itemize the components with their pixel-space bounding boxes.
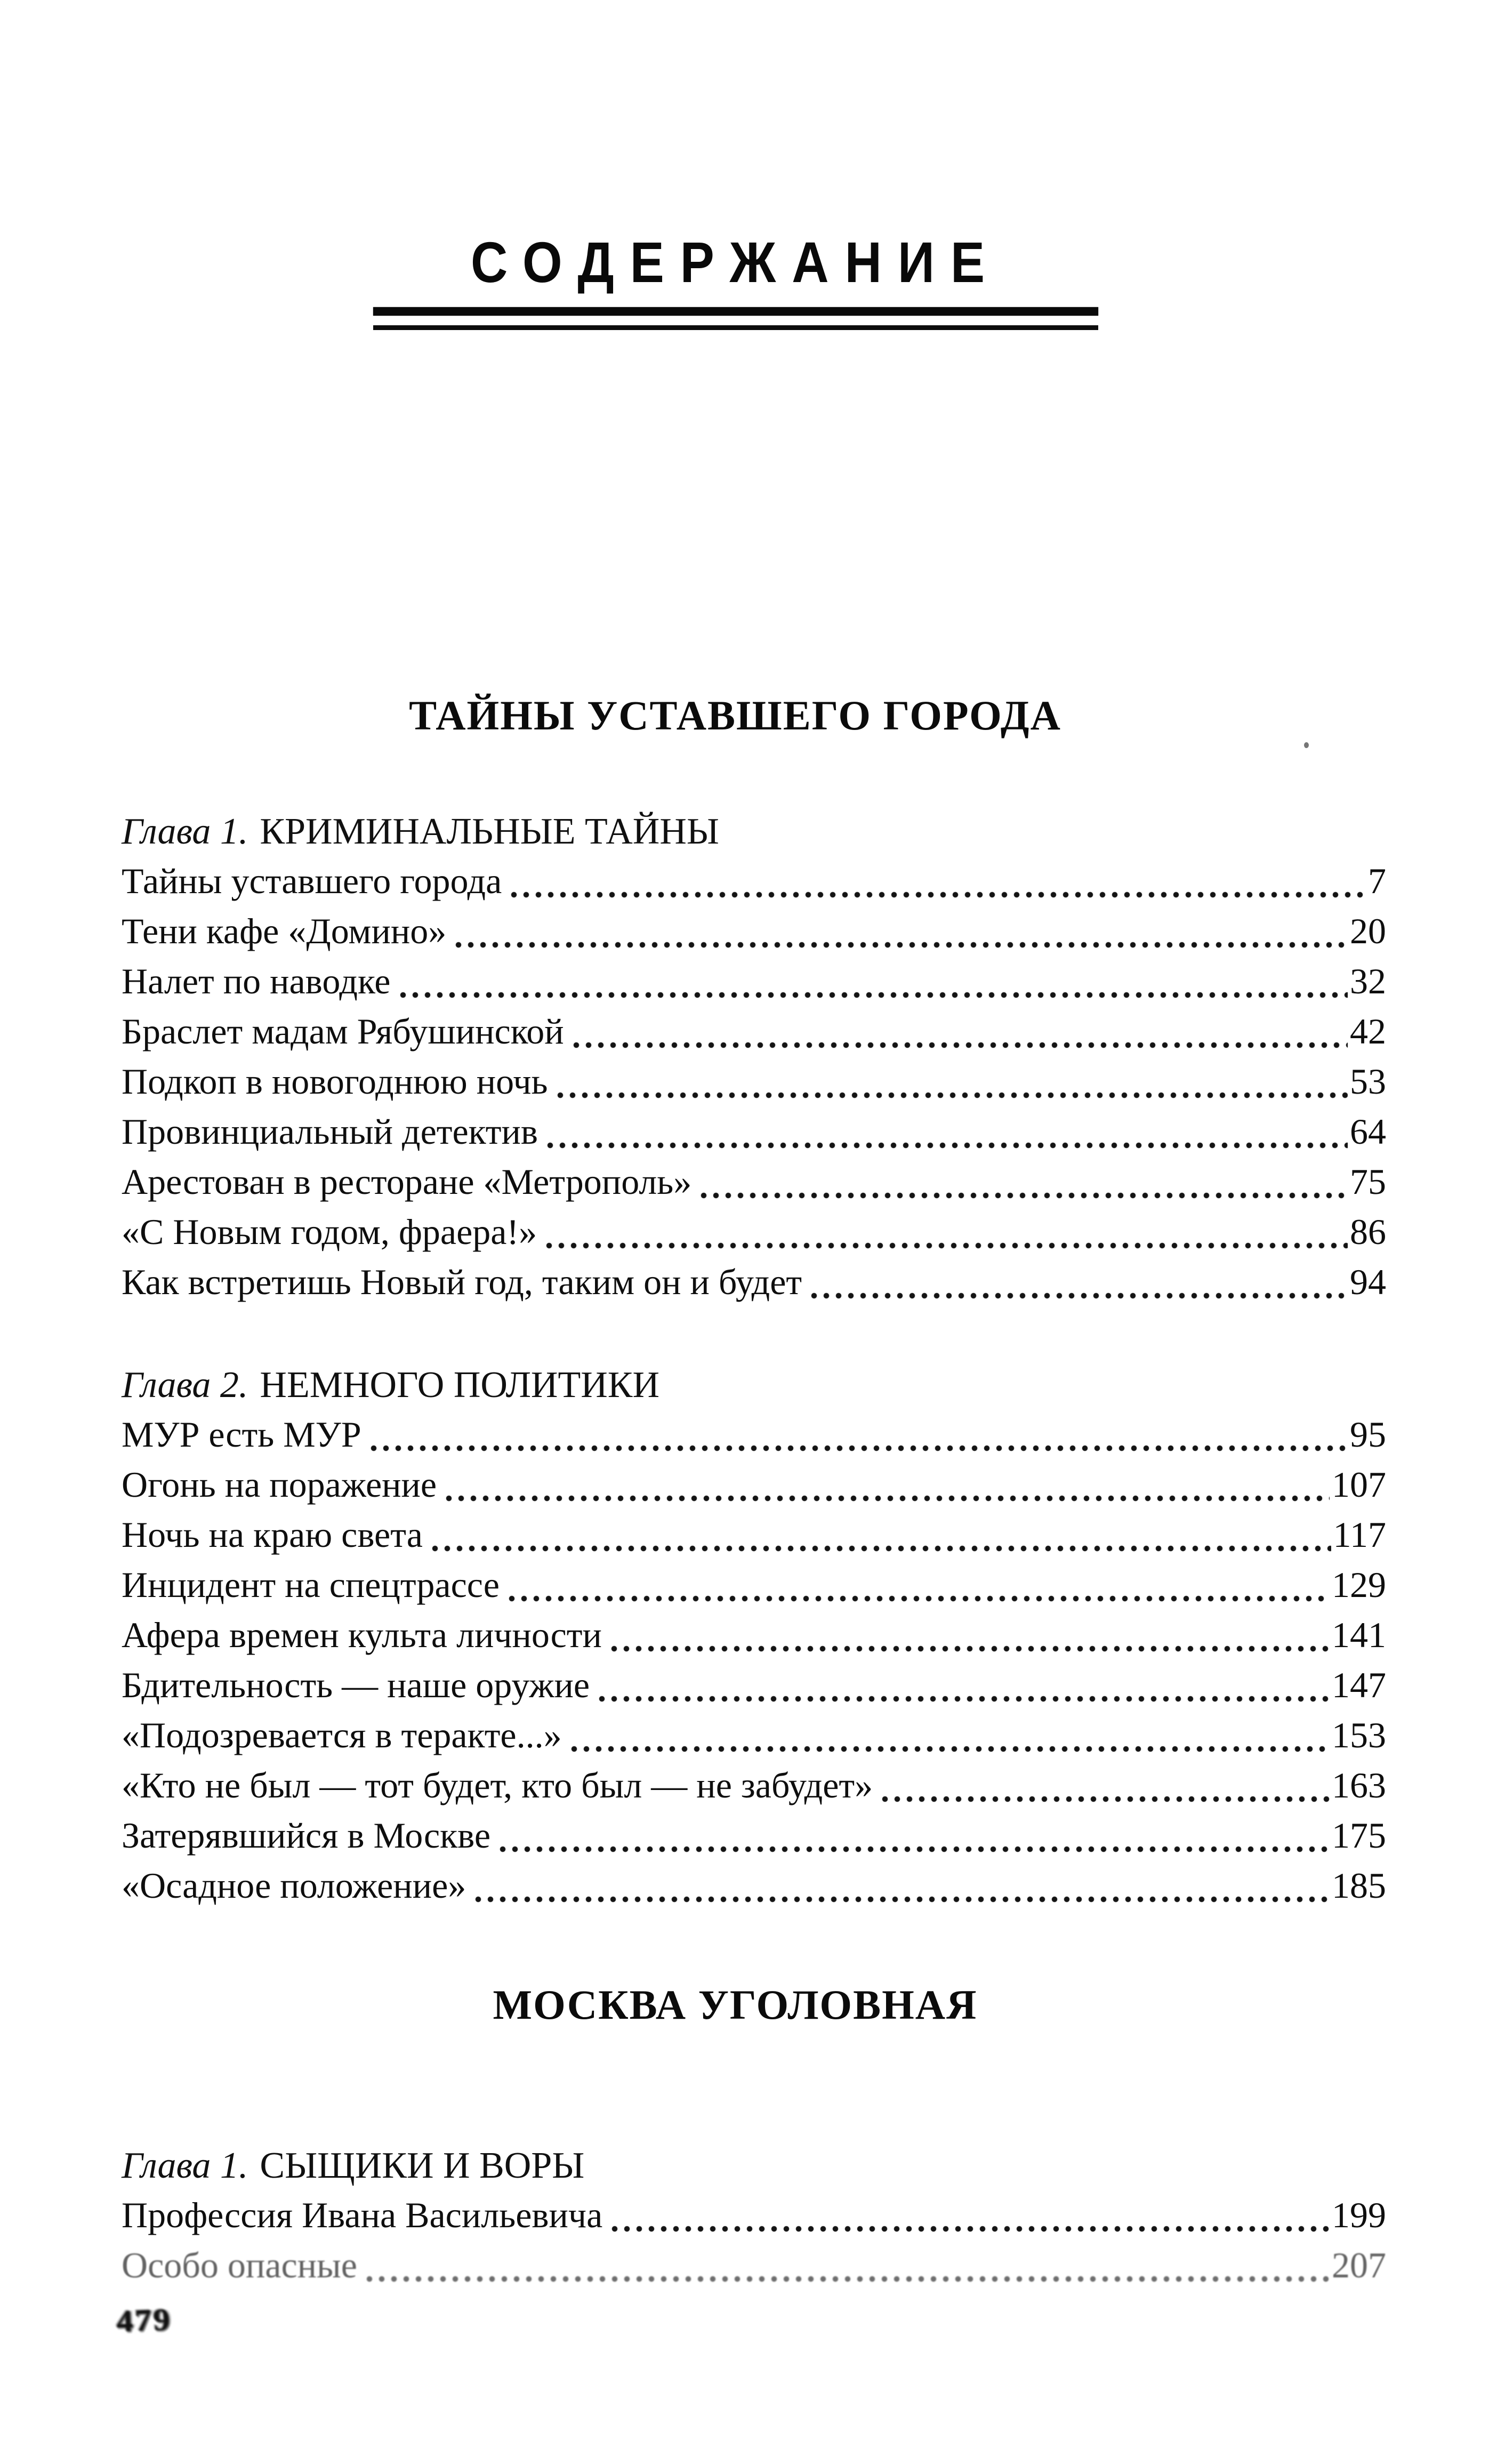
entry-page-number: 163	[1332, 1764, 1386, 1805]
entry-page-number: 117	[1333, 1514, 1386, 1555]
toc-entry	[122, 960, 1386, 1010]
entry-title: Арестован в ресторане «Метрополь»	[122, 1161, 692, 1202]
toc-entry	[122, 1414, 1386, 1464]
entry-title: Афера времен культа личности	[122, 1614, 602, 1655]
dot-leader	[366, 2275, 1330, 2283]
toc-entry	[122, 1061, 1386, 1111]
toc-entry	[122, 1664, 1386, 1714]
entry-title: Огонь на поражение	[122, 1464, 437, 1505]
toc-entry	[122, 2244, 1386, 2294]
chapter-label: Глава 1.	[122, 810, 248, 852]
dot-leader	[573, 1041, 1348, 1049]
entry-title: «Осадное положение»	[122, 1865, 466, 1906]
entry-title: МУР есть МУР	[122, 1414, 361, 1455]
toc-entry	[122, 2194, 1386, 2244]
entry-page-number: 207	[1332, 2244, 1386, 2285]
entry-page-number: 199	[1332, 2194, 1386, 2235]
chapter-name: КРИМИНАЛЬНЫЕ ТАЙНЫ	[260, 810, 719, 852]
scan-speck	[1304, 742, 1309, 748]
entry-page-number: 94	[1350, 1261, 1386, 1302]
toc-entry	[122, 1564, 1386, 1614]
entry-title: Подкоп в новогоднюю ночь	[122, 1061, 548, 1102]
toc-entry	[122, 1464, 1386, 1514]
entry-title: Браслет мадам Рябушинской	[122, 1010, 564, 1052]
chapter-label: Глава 2.	[122, 1364, 248, 1406]
dot-leader	[881, 1795, 1330, 1803]
entry-title: Ночь на краю света	[122, 1514, 423, 1555]
entry-page-number: 42	[1350, 1010, 1386, 1052]
page-title: СОДЕРЖАНИЕ	[471, 230, 1001, 295]
entry-title: Тайны уставшего города	[122, 860, 502, 901]
entry-page-number: 53	[1350, 1061, 1386, 1102]
dot-leader	[598, 1695, 1330, 1703]
chapter-heading	[122, 807, 1386, 857]
toc-entry	[122, 1161, 1386, 1211]
toc-entry	[122, 1714, 1386, 1764]
entry-page-number: 32	[1350, 960, 1386, 1001]
chapter-name: СЫЩИКИ И ВОРЫ	[260, 2145, 585, 2186]
dot-leader	[455, 941, 1348, 949]
entry-title: «С Новым годом, фраера!»	[122, 1211, 537, 1252]
entry-title: Затерявшийся в Москве	[122, 1815, 491, 1856]
chapter-entries	[122, 2194, 1386, 2294]
toc-header	[373, 230, 1098, 330]
chapter-entries	[122, 1414, 1386, 1915]
dot-leader	[810, 1292, 1348, 1299]
chapter-heading	[122, 2141, 1386, 2191]
dot-leader	[445, 1495, 1330, 1502]
chapter-entries	[122, 860, 1386, 1311]
dot-leader	[546, 1142, 1348, 1149]
entry-page-number: 107	[1332, 1464, 1386, 1505]
chapter-heading	[122, 1360, 1386, 1410]
dot-leader	[545, 1242, 1348, 1249]
entry-page-number: 185	[1332, 1865, 1386, 1906]
entry-title: Тени кафе «Домино»	[122, 910, 447, 951]
dot-leader	[508, 1595, 1330, 1602]
title-rule-thin	[373, 325, 1098, 330]
entry-title: Бдительность — наше оружие	[122, 1664, 590, 1705]
entry-title: Особо опасные	[122, 2244, 357, 2285]
entry-page-number: 153	[1332, 1714, 1386, 1755]
entry-page-number: 75	[1350, 1161, 1386, 1202]
toc-entry	[122, 1211, 1386, 1261]
entry-page-number: 129	[1332, 1564, 1386, 1605]
entry-title: «Подозревается в теракте...»	[122, 1714, 562, 1755]
toc-entry	[122, 1111, 1386, 1161]
print-smudge-mark: 479	[116, 2302, 172, 2339]
toc-page	[122, 0, 1386, 2294]
entry-page-number: 147	[1332, 1664, 1386, 1705]
entry-page-number: 95	[1350, 1414, 1386, 1455]
toc-entry	[122, 1010, 1386, 1061]
toc-entry	[122, 1865, 1386, 1915]
entry-title: Налет по наводке	[122, 960, 391, 1001]
toc-entry	[122, 860, 1386, 910]
toc-entry	[122, 1514, 1386, 1564]
title-rule-thick	[373, 307, 1098, 316]
section-title: ТАЙНЫ УСТАВШЕГО ГОРОДА	[409, 692, 1061, 739]
dot-leader	[611, 2225, 1330, 2233]
entry-title: Инцидент на спецтрассе	[122, 1564, 500, 1605]
dot-leader	[510, 891, 1366, 898]
dot-leader	[499, 1845, 1330, 1853]
dot-leader	[570, 1745, 1330, 1753]
entry-page-number: 20	[1350, 910, 1386, 951]
chapter-name: НЕМНОГО ПОЛИТИКИ	[260, 1364, 660, 1406]
entry-title: «Кто не был — тот будет, кто был — не забудет»	[122, 1764, 873, 1805]
entry-title: Профессия Ивана Васильевича	[122, 2194, 603, 2235]
section-title: МОСКВА УГОЛОВНАЯ	[493, 1981, 978, 2028]
entry-title: Провинциальный детектив	[122, 1111, 538, 1152]
dot-leader	[557, 1091, 1348, 1099]
dot-leader	[474, 1896, 1330, 1903]
toc-entry	[122, 1764, 1386, 1815]
dot-leader	[370, 1444, 1348, 1452]
dot-leader	[431, 1545, 1331, 1552]
dot-leader	[399, 991, 1348, 999]
toc-entry	[122, 910, 1386, 960]
entry-title: Как встретишь Новый год, таким он и будет	[122, 1261, 802, 1302]
toc-entry	[122, 1815, 1386, 1865]
entry-page-number: 64	[1350, 1111, 1386, 1152]
chapter-label: Глава 1.	[122, 2145, 248, 2186]
toc-entry	[122, 1614, 1386, 1664]
dot-leader	[700, 1192, 1348, 1199]
entry-page-number: 141	[1332, 1614, 1386, 1655]
entry-page-number: 86	[1350, 1211, 1386, 1252]
toc-entry	[122, 1261, 1386, 1311]
entry-page-number: 7	[1368, 860, 1386, 901]
dot-leader	[610, 1645, 1330, 1652]
entry-page-number: 175	[1332, 1815, 1386, 1856]
